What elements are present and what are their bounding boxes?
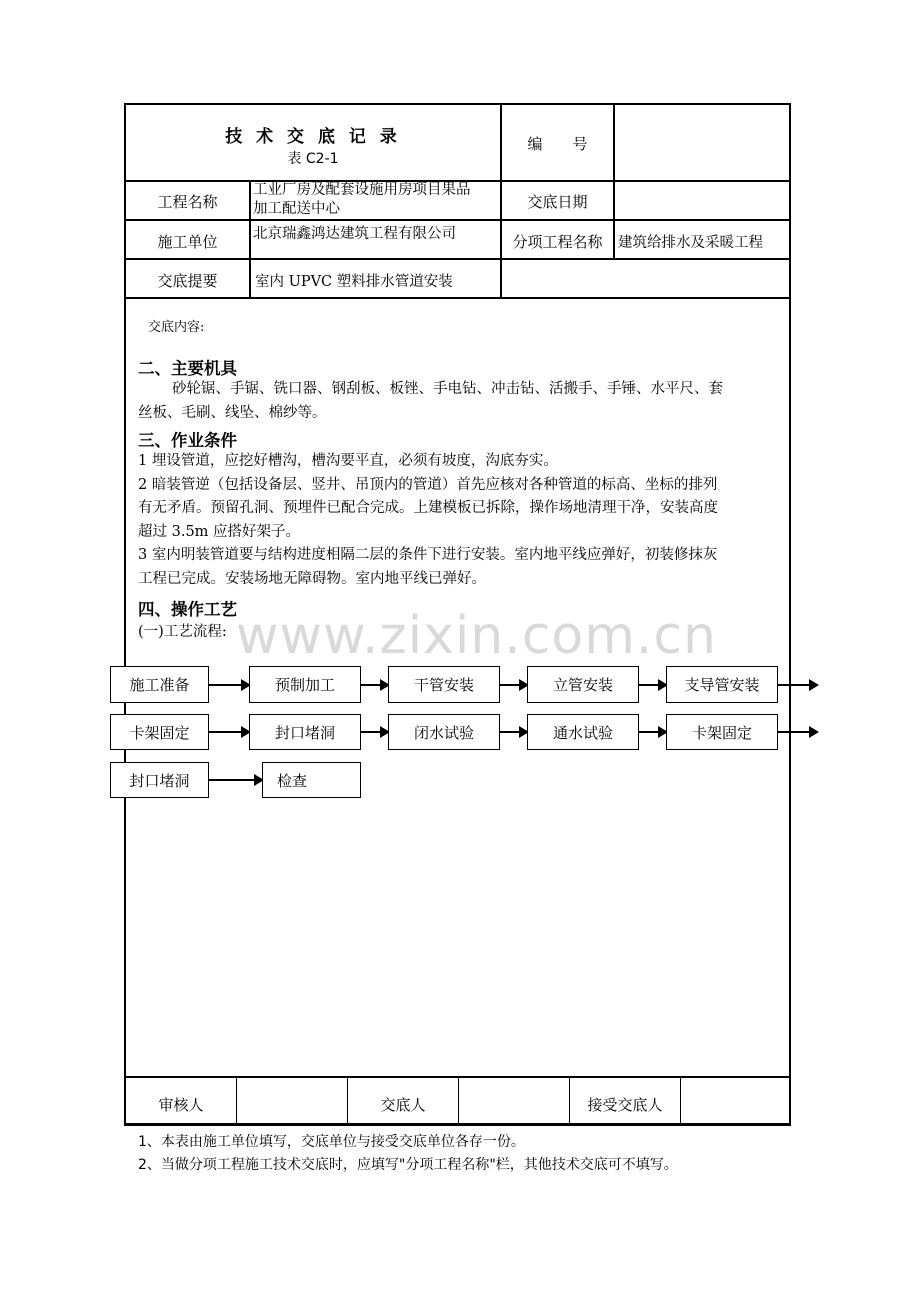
flow-arrow [500,684,527,686]
number-label: 编 号 [527,135,588,153]
project-name-label: 工程名称 [157,193,218,211]
sig-col-1 [236,1076,237,1126]
row-divider-2 [124,258,791,260]
row-divider-1 [124,219,791,221]
section2-line1: 砂轮锯、手锯、铣口器、钢刮板、板锉、手电钻、冲击钻、活搬手、手锤、水平尺、套 [172,381,723,397]
flow-arrow [778,731,817,733]
section3-p2-line2: 有无矛盾。预留孔洞、预埋件已配合完成。上建模板已拆除，操作场地清理干净，安装高度 [138,500,718,516]
flow-step-branch: 支导管安装 [666,666,778,703]
section3-text [138,450,783,591]
section2-line2: 丝板、毛刷、线坠、棉纱等。 [138,404,327,421]
flow-step-inspect: 检查 [262,762,361,798]
project-name-line1: 工业厂房及配套设施用房项目果品 [253,182,471,198]
section2-title: 二、主要机具 [138,359,237,378]
flow-step-bracket: 卡架固定 [110,714,209,750]
flow-step-seal: 封口堵洞 [249,714,361,750]
flow-step-prefab: 预制加工 [249,666,361,703]
flow-step-riser: 立管安装 [527,666,639,703]
form-title: 技 术 交 底 记 录 [225,127,401,147]
project-name-value [253,181,500,219]
flow-step-flow-test: 通水试验 [527,714,639,750]
flow-step-bracket-2: 卡架固定 [666,714,778,750]
sig-col-3 [458,1076,459,1126]
flow-title: (一)工艺流程: [138,624,227,640]
reviewer-label: 审核人 [158,1096,204,1114]
flow-step-main-pipe: 干管安装 [388,666,500,703]
contractor-label: 施工单位 [157,233,218,251]
summary-value: 室内 UPVC 塑料排水管道安装 [255,274,453,290]
watermark: www.zixin.com.cn [236,606,717,666]
flow-arrow [778,684,817,686]
note-2: 2、当做分项工程施工技术交底时，应填写"分项工程名称"栏，其他技术交底可不填写。 [138,1157,678,1173]
flow-arrow [639,731,666,733]
label-col-divider [249,180,251,299]
note-1: 1、本表由施工单位填写，交底单位与接受交底单位各存一份。 [138,1134,525,1150]
flow-step-closed-water-test: 闭水试验 [388,714,500,750]
row-divider-3 [124,297,791,299]
flow-arrow [361,731,388,733]
contractor-value: 北京瑞鑫鸿达建筑工程有限公司 [253,226,456,242]
flow-step-prep: 施工准备 [110,666,209,703]
flow-arrow [500,731,527,733]
section3-title: 三、作业条件 [138,431,237,450]
section3-p2-line1: 2 暗装管逆（包括设备层、竖井、吊顶内的管道）首先应核对各种管道的标高、坐标的排列 [138,476,718,493]
section4-title: 四、操作工艺 [138,600,237,619]
flow-step-seal-2: 封口堵洞 [110,762,209,798]
flow-arrow [209,684,249,686]
flow-arrow [639,684,666,686]
subproject-value: 建筑给排水及采暖工程 [618,235,763,251]
flow-arrow [209,779,262,781]
project-name-line2: 加工配送中心 [253,201,340,217]
date-label: 交底日期 [527,193,588,211]
flow-arrow [209,731,249,733]
section3-p3-line1: 3 室内明装管道要与结构进度相隔二层的条件下进行安装。室内地平线应弹好，初装修抹灰 [138,547,718,563]
content-intro: 交底内容: [148,320,205,335]
receiver-label: 接受交底人 [587,1096,663,1114]
section3-p2-line3: 超过 3.5m 应搭好架子。 [138,523,301,540]
header-col-divider-2 [613,103,615,258]
flow-arrow [361,684,388,686]
section3-p3-line2: 工程已完成。安装场地无障碍物。室内地平线已弹好。 [138,570,486,587]
subproject-label: 分项工程名称 [512,233,603,251]
section3-p1: 1 埋设管道，应挖好槽沟，槽沟要平直，必须有坡度，沟底夯实。 [138,453,558,469]
section2-text [138,378,783,425]
form-code: 表 C2-1 [287,151,339,167]
summary-label: 交底提要 [157,272,218,290]
presenter-label: 交底人 [380,1096,426,1114]
sig-col-5 [680,1076,681,1126]
